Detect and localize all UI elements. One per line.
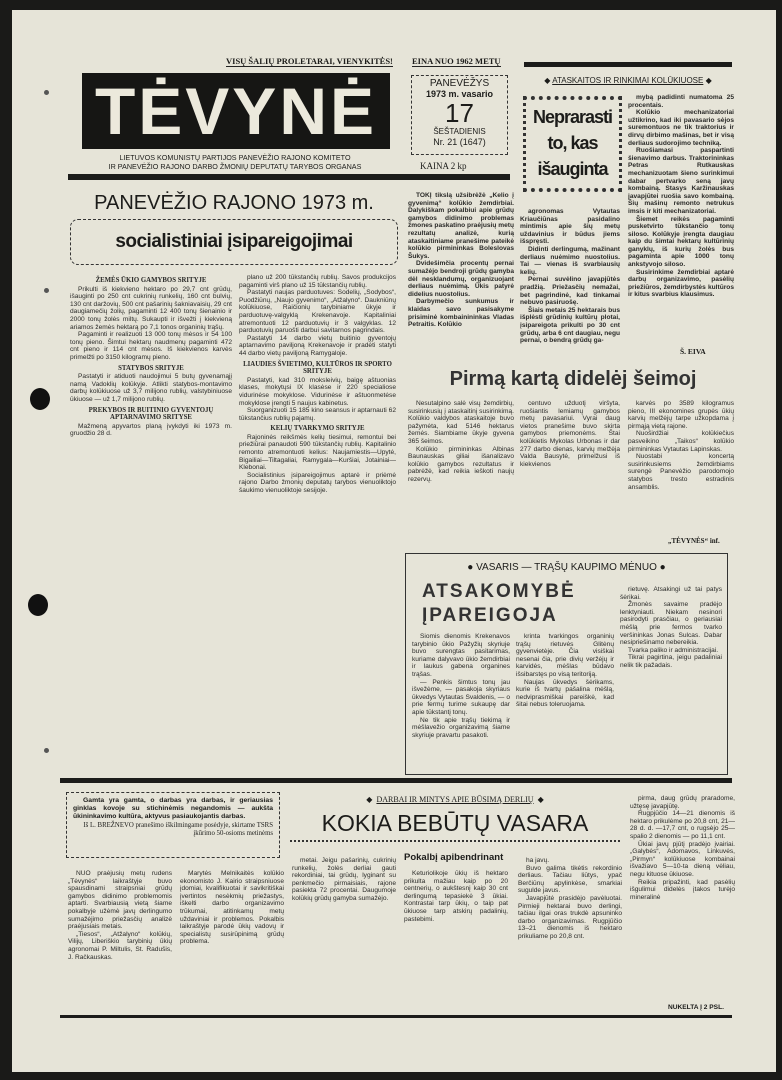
binding-pin	[44, 748, 49, 753]
article-column	[68, 870, 172, 1010]
section-heading: LIAUDIES ŠVIETIMO, KULTŪROS IR SPORTO SRITYJE	[243, 360, 392, 376]
paragraph: Keturiolikoje ūkių iš hektaro prikulta mažiau kaip po 20 centnerių, o aukštesnį kaip 30 cnt derlingumą tepasiekė 3 ūkiai. Kontrastai tarp ūkių, o taip pat ūkiuose tarp atskirų padalinių, pastebimi.	[404, 870, 508, 923]
article-column	[408, 400, 514, 545]
quote-box	[66, 792, 280, 858]
subtitle-line: LIETUVOS KOMUNISTŲ PARTIJOS PANEVĖŽIO RAJONO KOMITETO	[119, 153, 351, 162]
lead-column	[70, 274, 232, 774]
paragraph: krinta tvarkingos organinių trąšų rietuvės Glitėnų gyvenvietėje. Čia visiškai nesenai čia, prie divių veržėjų ir karvidės, mėšlas būdavo išsibarstęs po visą teritoriją.	[516, 633, 614, 678]
paragraph: Pastatyti ir atiduoti naudojimui 5 butų gyvenamąjį namą Vadoklių kolūkyje. Atlikti statybos-montavimo darbų kolūkiuose už 3,7 milijono rublių, valstybiniuose ūkiuose — už 1,7 milijono rublių.	[70, 373, 232, 403]
paragraph: — Penkis šimtus tonų jau išvežėme, — pasakoja skyriaus ūkvedys Vytautas Svaldenis, — o prie fermų turime sukaupę dar apie tūkstantį tonų.	[412, 678, 510, 716]
article-column	[408, 192, 514, 357]
article-column	[520, 196, 620, 356]
paragraph: Javapjūtė prasidėjo pavėluotai. Pirmieji hektarai buvo derlingi, tačiau ilgai oras trukdė apsuninko darbo organizavimas. Rugpjūčio 13–21 dienomis iš hektaro prikuliame po 20,8 cnt.	[518, 894, 622, 940]
lead-subheadline: socialistiniai įsipareigojimai	[70, 219, 398, 265]
paragraph: metai. Jeigu pašarinių, cukrinių runkelių, žolės derliai gauti rekordiniai, tai grūdų, lyginant su penkmečio pirmaisiais, rajone pasiekta 72 procentai. Daugumoje kolūkių grūdų gamyba sumažėjo.	[292, 857, 396, 902]
fertilizer-headline	[422, 580, 614, 628]
fertilizer-kicker: ● VASARIS — TRĄŠŲ KAUPIMO MĖNUO ●	[467, 562, 666, 573]
paragraph: „Tiesos“, „Atžalyno“ kolūkių, Vilijų, Liberiškio tarybinių ūkių agronomai P. Miltulis, St. Radušis, J. Račkauskas.	[68, 930, 172, 961]
paragraph: karvės po 3589 kilogramus pieno, III ekonomines grupės ūkių karvių melžėjų tarpe užkopdama į pirmąją vietą rajone.	[628, 400, 734, 430]
section-heading: ŽEMĖS ŪKIO GAMYBOS SRITYJE	[95, 277, 207, 284]
paragraph: Rugpjūčio 14—21 dienomis iš hektaro prikulėme po 20,8 cnt, 21—28 d. d. —17,7 cnt, o rugsėjo 25—spalio 2 dienomis — po 11,1 cnt.	[630, 810, 735, 840]
paragraph: Darbymečio sunkumus ir klaidas savo pasisakyme prisiminė kombainininkas Vladas Petraitis. Kolūkio	[408, 298, 514, 329]
date: 1973 m. vasario	[425, 89, 494, 99]
binding-pin	[44, 288, 49, 293]
paragraph: centuvo užduotį viršyta, ruošiantis lemiamų gamybos metų pavasariui. Vyrai daug vietos pranešime buvo skirta gamybos priemonėms. Štai kolūkietis Mykolas Urbonas ir dar 277 darbo dienas, karvių melžėja Valda Bausytė, primelžusi iš kiekvienos	[520, 400, 620, 468]
paragraph: Nuostabi koncertą susirinkusiems žemdirbiams surengė Panevėžio parodomojo statybos tresto estradinis ansamblis.	[628, 453, 734, 491]
kicker-text: DARBAI IR MINTYS APIE BŪSIMĄ DERLIŲ	[376, 795, 534, 804]
paragraph: Ruošiamasi paspartinti šienavimo darbus. Traktorininkas Petras Rutkauskas mechanizuotam šieno surinkimui dabar pertvarko seną javų kombainą. Stasys Karžinauskas javapjūtei ruošia savo kombainą. Šių mašinų remonto netrukus imsis ir kiti mechanizatoriai.	[628, 147, 734, 215]
paragraph: Tikrai pagirtina, jeigu padaliniai nelik tik pažadais.	[620, 654, 722, 669]
paragraph: Pernai suvėlino javapjūtės pradžią. Priežasčių nemažai, bet pagrindinė, kad tinkamai nebuvo pasiruošę.	[520, 276, 620, 307]
paragraph: Pastatyti naujas parduotuves: Sodelių, „Sodybos“, Puodžiūnų, „Naujo gyvenimo“, „Atžalyno“. Daukniūnų kolūkiuose, Raičionių tarybiniame ūkyje ir parduotuvę-valgyklą Krekenavoje. Kapitaliniai atremontuoti 12 parduotuvių ir 3 valgyklas. 12 parduotuvių paruošti darbui savitarnos pagrindais.	[239, 289, 396, 335]
paragraph: Suorganizuoti 15 185 kino seansus ir aptarnauti 62 tūkstančius rublių pajamų.	[239, 407, 396, 422]
article-column	[518, 857, 622, 1010]
quote-text: Gamta yra gamta, o darbas yra darbas, ir geriausias ginklas kovoje su stichinėmis negandomis — aukšta ūkininkavimo kultūra, aktyvus pasiaukojantis darbas.	[73, 797, 273, 820]
author: „TĖVYNĖS“ inf.	[668, 537, 720, 545]
day-number: 17	[445, 98, 474, 128]
city: PANEVĖŽYS	[429, 78, 490, 89]
paragraph: rietuvę. Atsakingi už tai patys šėrikai.	[620, 586, 722, 601]
family-headline: Pirmą kartą didelėj šeimoj	[449, 368, 697, 390]
paragraph: Marytės Melnikaitės kolūkio ekonomisto J. Kairio straipsniuose įdomiai, kvalifikuotai ir savikritiškai įvertintos nesėkmių priežastys, iškelti darbo organizavimo trūkumai, atitinkamų metų uždaviniai ir problemos. Pokalbis laikraštyje parodė ūkių vadovų ir specialistų susirūpinimą grūdų problema.	[180, 870, 284, 946]
paragraph: Šiemet reikės pagaminti pusketvirto tūkstančio tonų siloso. Kolūkyje įrengta daugiau kaip du šimtai hektarų kultūrinių ganyklų, iš kurių žolės bus pagaminta apie 1000 tonų ankstyvojo siloso.	[628, 215, 734, 269]
headline-line: ĮPAREIGOJA	[422, 605, 558, 626]
paragraph: agronomas Vytautas Kriaučiūnas pasidalino mintimis apie šių metų uždavinius ir būdus jiems išspręsti.	[520, 208, 620, 246]
article-column	[404, 870, 508, 1010]
weekday: ŠEŠTADIENIS	[433, 127, 486, 136]
newspaper-logo: TĖVYNĖ	[82, 73, 390, 149]
paragraph: Tvarka paliko ir administracijai.	[628, 646, 719, 654]
paragraph: Kolūkio pirmininkas Albinas Baunauskas giliai išanalizavo kolūkio gamybos rezultatus ir pabrėžė, kad reikia ieškoti naujų rezervų.	[408, 445, 514, 483]
article-column	[620, 586, 722, 771]
paragraph: Pastatyti 14 darbo vietų buitinio gyventojų aptarnavimo paviljoną Krekenavoje ir pradėti statyti 44 darbo vietų paviljoną Ramygaloje.	[239, 334, 396, 357]
masthead-subtitle	[70, 153, 400, 171]
paragraph: Susirinkime žemdirbiai aptarė darbų organizavimo, pasėlių priežiūros, žemdirbystės kultūros ir kitus svarbius klausimus.	[628, 268, 734, 299]
headline-line: ATSAKOMYBĖ	[422, 581, 576, 602]
section-heading: STATYBOS SRITYJE	[118, 364, 184, 372]
paragraph: Naujas ūkvedys šėrikams, kurie iš tvartų pašalina mėšlą, nedviprasmiškai pareiškė, kad šitai nebus toleruojama.	[516, 678, 614, 709]
paragraph: Nesutalpino salė visų žemdirbių, susirinkusių į ataskaitinį susirinkimą. Kolūkio valdybos ataskaitoje buvo pažymėta, kad 5146 hektarus žemės. Siambiame ūkyje gyvena 365 šeimos.	[408, 400, 514, 445]
binding-hole	[30, 388, 50, 410]
lead-column	[239, 274, 396, 774]
subtitle-line: IR PANEVĖŽIO RAJONO DARBO ŽMONIŲ DEPUTATŲ TARYBOS ORGANAS	[108, 162, 362, 171]
paragraph: Šiomis dienomis Krekenavos tarybinio ūkio Pažyžių skyriuje buvo surengtas pasitarimas, kuriame dalyvavo ūkio žemdirbiai ir laukus gabena organines trąšas.	[412, 633, 510, 678]
article-column	[630, 795, 735, 1001]
section-label: ◆ ATASKAITOS IR RINKIMAI KOLŪKIUOSE ◆	[544, 76, 712, 85]
kicker-text: VASARIS — TRĄŠŲ KAUPIMO MĖNUO	[476, 562, 657, 573]
continued-note: NUKELTA Į 2 PSL.	[668, 1004, 724, 1011]
paragraph: Nuoširdžiai kolūkiečius pasveikino „Taikos“ kolūkio pirmininkas Vytautas Lapinskas.	[628, 430, 734, 453]
paragraph: Ne tik apie trąšų tiekimą ir mėšlavežio organizavimą šiame skyriuje pravartu pasakoti.	[412, 716, 510, 739]
rule	[60, 1015, 732, 1018]
article-column	[292, 857, 396, 1010]
article-column	[520, 400, 620, 545]
summer-kicker: ◆ DARBAI IR MINTYS APIE BŪSIMĄ DERLIŲ ◆	[366, 795, 544, 804]
summer-subhead: Pokalbį apibendrinant	[404, 852, 504, 863]
paragraph: pirma, daug grūdų praradome, užtęsę javapjūtę.	[630, 795, 735, 810]
article-column	[628, 94, 734, 344]
rule	[524, 62, 732, 67]
price: KAINA 2 kp	[420, 161, 467, 171]
section-heading: PREKYBOS IR BUITINIO GYVENTOJŲ APTARNAVIMO SRITYSE	[88, 406, 214, 422]
paragraph: Mažmeną apyvartos planą įvykdyti iki 1973 m. gruodžio 28 d.	[70, 422, 232, 438]
paragraph: Buvo galima tikėtis rekordinio derliaus. Tačiau liūtys, ypač Berčiūnų apylinkėse, smarkiai sugulde javus.	[518, 864, 622, 895]
date-box	[411, 75, 508, 155]
rule	[60, 778, 732, 783]
summer-headline: KOKIA BEBŪTŲ VASARA	[290, 809, 620, 842]
paragraph: Ūkiai javų pjūtį pradėjo įvairiai. „Galybės“, Adomavos, Linkuvės, „Pirmyn“ kolūkiuose kombainai išvažiavo 5—10-ta dieną vėliau, negu kituose ūkiuose.	[630, 840, 735, 878]
paragraph: Žmonės savaime pradėjo lenktyniauti. Niekam nesinori pasirodyti prasčiau, o geriausiai mėšlą prie fermos tvarko veršininkas Jonas Sulcas. Dabar nesipriešinamo nebereikia.	[620, 601, 722, 647]
boxed-headline: Neprarasti to, kas išauginta	[523, 96, 622, 192]
paragraph: Didinti derlingumą, mažinant derliaus nuėmimo nuostolius. Tai — vienas iš svarbiausių kelių.	[520, 245, 620, 276]
since-line: EINA NUO 1962 METŲ	[412, 56, 501, 66]
article-column	[180, 870, 284, 1010]
section-heading: KELIŲ TVARKYMO SRITYJE	[270, 425, 365, 433]
paragraph: mybą padidinti numatoma 25 procentais.	[628, 94, 734, 109]
article-column	[412, 633, 510, 771]
article-column	[516, 633, 614, 771]
paragraph: ha javų.	[526, 857, 550, 864]
paragraph: Pagaminti ir realizuoti 13 000 tonų mėsos ir 54 100 tonų pieno. Šimtui hektarų naudmenų pagaminti 472 cnt pieno ir 114 cnt mėsos. Iš kiekvienos karvės primelžti po 3150 kilogramų pieno.	[70, 331, 232, 361]
paragraph: Prikulti iš kiekvieno hektaro po 29,7 cnt grūdų, išauginti po 250 cnt cukrinių runkelių, 160 cnt bulvių, 130 cnt daržovių, 500 cnt pašarinių šakniavaisių, 29 cnt daugiamečių žolių, pagaminti 12 400 tonų šienainio ir 2000 tonų žolės miltų. Sukaupti ir išvežti į kiekvieną ariamos žemės hektarą po 7,1 tonos organinių trąšų.	[70, 285, 232, 331]
binding-hole	[28, 594, 48, 616]
section-label-text: ATASKAITOS IR RINKIMAI KOLŪKIUOSE	[552, 76, 704, 85]
paragraph: Dvidešimčia procentų pernai sumažėjo bendroji grūdų gamyba dėl nesklandumų, organizuojant derliaus nuėmimą. Ūkis patyrė didelius nuostolius.	[408, 260, 514, 298]
article-column	[628, 400, 734, 535]
quote-source: Iš L. BREŽNEVO pranešimo iškilmingame posėdyje, skirtame TSRS įkūrimo 50-osioms metinėms	[83, 822, 273, 838]
slogan: VISŲ ŠALIŲ PROLETARAI, VIENYKITĖS!	[226, 56, 393, 66]
paragraph: Socialistinius įsipareigojimus aptarė ir priėmė rajono Darbo žmonių deputatų tarybos vienuoliktojo šaukimo vienuoliktoje sesijoje.	[239, 471, 396, 495]
lead-headline: PANEVĖŽIO RAJONO 1973 m.	[94, 192, 374, 214]
paragraph: Šiais metais 25 hektarais bus išplėsti grūdinių kultūrų plotai, įsipareigota prikulti po 30 cnt grūdų, arba 6 cnt daugiau, negu pernai, o bendrą grūdų ga-	[520, 306, 620, 345]
paragraph: NUO praėjusių metų rudens „Tėvynės“ laikraštyje buvo spausdinami straipsniai grūdų gamybos didinimo problemomis aptarti. Svarbiausią vietą šiame pokalbyje užėmė javų derlingumo sumažėjimo priežasčių analizė praėjusiais metais.	[68, 870, 172, 931]
paragraph: Reikia pripažinti, kad pasėlių išgulimui didelės įtakos turėjo mineralinė	[630, 878, 735, 901]
rule	[68, 174, 510, 180]
paragraph: Rajoninės reikšmės kelių tiesimui, remontui bei priežiūrai panaudoti 590 tūkstančių rublių. Kapitalinio remonto atremontuoti kelius: Naujamiestis—Upytė, Bigailiai—Tiltagaliai, Ramygala—Kuršiai, Jotainiai—Klebonai.	[239, 433, 396, 472]
author: Š. EIVA	[680, 347, 706, 356]
binding-pin	[44, 90, 49, 95]
paragraph: Kolūkio mechanizatoriai užtikrino, kad iki pavasario sėjos suremontuos ne tik traktorius ir dirvų dirbimo mašinas, bet ir visą derliaus sudorojimo techniką.	[628, 109, 734, 147]
issue-number: Nr. 21 (1647)	[433, 137, 486, 147]
paragraph: plano už 200 tūkstančių rublių. Savos produkcijos pagaminti virš plano už 15 tūkstančių rublių.	[239, 274, 396, 289]
paragraph: Pastatyti, kad 310 moksleivių, baigę aštuonias klases, mokytųsi IX klasėse ir 220 specialiose vidurinėse mokyklose. Vidurinėse ir aštuonmetėse mokyklose įrengti 5 naujus kabinetus.	[239, 376, 396, 407]
paragraph: TOKĮ tikslą užsibrėžė „Kelio į gyvenimą“ kolūkio žemdirbiai. Dalykiškam pokalbiui apie grūdų gamybos didinimo problemas žmones paskatino praėjusių metų rezultatų analizė, kurią ataskaitiniame pranešime pateikė kolūkio pirmininkas Boleslovas Šukys.	[408, 192, 514, 260]
